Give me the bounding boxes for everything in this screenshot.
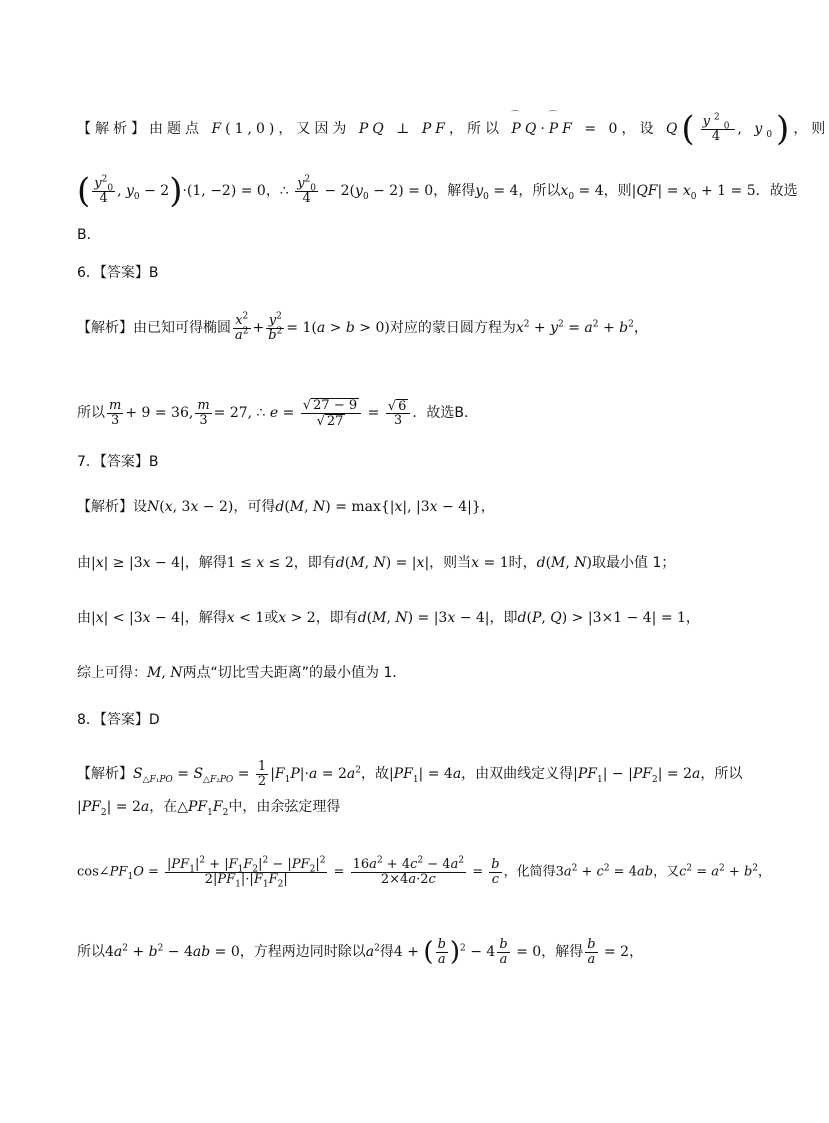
q6-line1: 【解析】由已知可得椭圆 $\frac{x^2}{a^2}$ + $\frac{y^2}{b^2}$ = 1(a > b > 0)对应的蒙日圆方程为$x^2 + y^2 = a^2 + b^2$，: [77, 311, 648, 343]
q7-text: 【解析】设: [77, 499, 147, 515]
q5-text: ，所以: [448, 121, 503, 137]
q7-line1: 【解析】设N(x, 3x − 2)，可得d(M, N) = max{|x|, |3x − 4|}，: [77, 499, 495, 515]
q7-answer-heading: 7．【答案】B: [77, 454, 159, 470]
q7-text: ，: [685, 610, 700, 626]
q6-answer-heading: 6．【答案】B: [77, 265, 159, 281]
q8-text: ，故: [360, 766, 389, 783]
q5-line1: 【解析】由题点 F(1,0)，又因为 PQ ⊥ PF，所以 ⌒ PQ·⌒ PF = 0，设 Q( $\frac{y^2_0}{4}$ , $y_0$)，则: [77, 112, 734, 146]
q8-text: ，: [629, 944, 644, 961]
q8-text: ，在: [149, 799, 178, 815]
q8-text: 【解析】: [77, 766, 133, 783]
q8-line1: 【解析】$S_{\triangle F_1PO} = S_{\triangle F_2PO}$ = $\frac{1}{2}$ $|F_1P|\cdot a = 2a^2$，故$|PF_1| = 4a$，由双曲线定义得$|PF_1| - |PF_2| = 2a$，所以: [77, 759, 743, 789]
q6-line2: 所以 $\frac{m}{3}$ + 9 = 36, $\frac{m}{3}$ = 27, ∴ e = $\frac{√ 27 - 9}{√ 27}$ = $\frac{√ 6}{3}$ ．故选B．: [77, 398, 478, 429]
q7-text: ，则当: [429, 555, 472, 571]
q5-text: 【解析】由题点: [77, 121, 203, 137]
q6-text: 所以: [77, 405, 105, 422]
q5-text: ，则: [793, 121, 829, 137]
q5-line3: [77, 228, 734, 242]
q8-text: ，: [758, 864, 772, 880]
q8-line2: $|PF_2| = 2a$，在$\triangle PF_1F_2$中，由余弦定理得: [77, 799, 341, 818]
q6-text: 对应的蒙日圆方程为: [389, 320, 516, 337]
q5-text: ，解得: [433, 183, 476, 199]
q6-text: ，: [633, 320, 648, 337]
q8-text: ，所以: [700, 766, 743, 783]
q7-line4: 综上可得：M, N两点“切比雪夫距离”的最小值为 1．: [77, 665, 407, 681]
q7-line2: 由|x| ≥ |3x − 4|，解得1 ≤ x ≤ 2，即有d(M, N) = |x|，则当x = 1时，d(M, N)取最小值 1；: [77, 555, 676, 571]
q5-text: B．: [77, 227, 101, 243]
q7-text: 两点“切比雪夫距离”的最小值为 1．: [182, 665, 407, 681]
q8-text: ，方程两边同时除以: [239, 944, 366, 961]
q7-text: ，即有: [293, 555, 336, 571]
q7-text: 取最小值 1；: [592, 555, 676, 571]
q8-text: ，又: [653, 864, 680, 880]
q7-text: ，可得: [233, 499, 276, 515]
q8-line4: 所以$4a^2 + b^2 - 4ab = 0$，方程两边同时除以$a^2$得4 + ( $\frac{b}{a}$ )$^2$ − 4 $\frac{b}{a}$ = 0，解得 $\frac{b}{a}$ = 2，: [77, 937, 644, 968]
q5-text: ．故选: [755, 183, 798, 199]
q6-text: 【解析】由已知可得椭圆: [77, 320, 231, 337]
q8-text: ，由双曲线定义得: [461, 766, 574, 783]
q7-text: ，即有: [315, 610, 358, 626]
q8-text: ，化简得: [503, 864, 556, 880]
q5-text: ，则: [603, 183, 632, 199]
q8-text: 中，由余弦定理得: [228, 799, 341, 815]
q7-text: 时，: [508, 555, 537, 571]
q7-text: ，即: [489, 610, 518, 626]
q7-text: ，解得: [184, 610, 227, 626]
q7-line3: 由|x| < |3x − 4|，解得x < 1或x > 2，即有d(M, N) = |3x − 4|，即d(P, Q) > |3×1 − 4| = 1，: [77, 610, 700, 626]
q7-text: ，: [480, 499, 495, 515]
q7-text: 由: [77, 610, 91, 626]
q8-text: ，解得: [541, 944, 584, 961]
q8-text: 得: [379, 944, 394, 961]
q5-line2: ( $\frac{y^2_0}{4}$ , $y_0 - 2)\cdot(1$, −2) = 0，∴ $\frac{y^2_0}{4}$ − $2(y_0 - 2) = 0$，解得$y_0 = 4$，所以$x_0 = 4$，则$|QF| = x_0 + 1 = 5$．故选: [77, 171, 798, 211]
q8-text: 所以: [77, 944, 105, 961]
q5-text: ，: [265, 183, 280, 199]
q5-text: ，设: [621, 121, 658, 137]
q7-text: ，解得: [184, 555, 227, 571]
q8-answer-heading: 8．【答案】D: [77, 712, 160, 728]
q6-text: ．故选B．: [412, 405, 478, 422]
q7-text: 或: [264, 610, 279, 626]
q7-text: 综上可得：: [77, 665, 147, 681]
q5-text: ，所以: [518, 183, 561, 199]
q7-text: 由: [77, 555, 91, 571]
q8-line3: $\cos\angle PF_1O$ = $\frac{|PF_1|^2 + |F_1F_2|^2 - |PF_2|^2}{2|PF_1|\cdot|F_1F_2|}$ = $\frac{16a^2 + 4c^2 - 4a^2}{2\times 4a\cdot 2c}$ = $\frac{b}{c}$ ，化简得$3a^2 + c^2 = 4ab$，又$c^2 = a^2 + b^2$，: [77, 855, 772, 890]
q5-text: ，又因为: [278, 121, 351, 137]
